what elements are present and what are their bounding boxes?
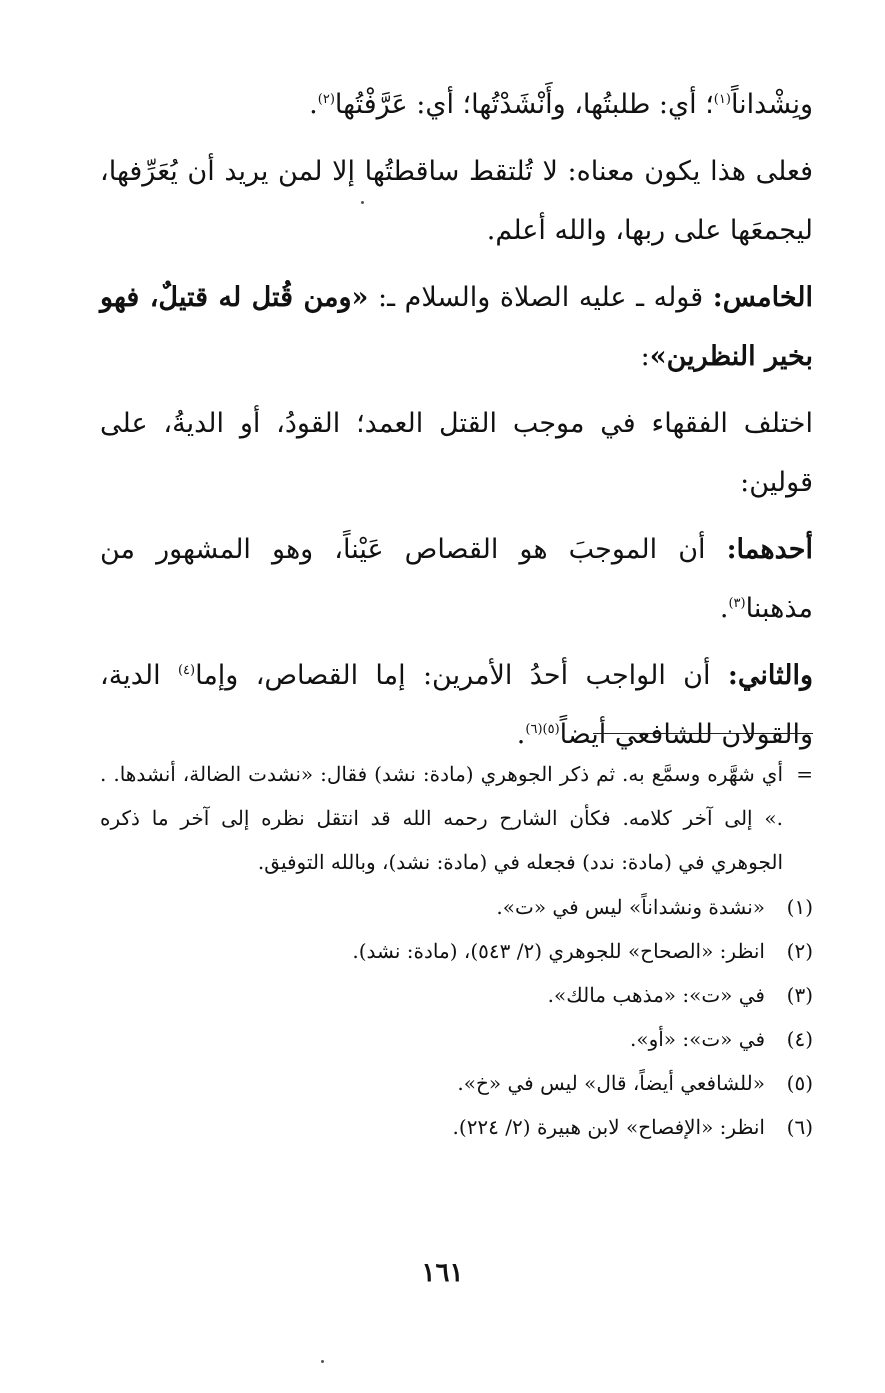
continuation-marker: =: [796, 762, 813, 786]
footnote-ref[interactable]: (٢): [317, 92, 335, 107]
footnote-number: (٤): [786, 1027, 813, 1051]
footnote-number: (١): [786, 895, 813, 919]
footnote-number: (٥): [786, 1071, 813, 1095]
text-run: :: [640, 341, 650, 372]
footnote-text: «للشافعي أيضاً، قال» ليس في «خ».: [457, 1071, 765, 1095]
footnote-text: في «ت»: «مذهب مالك».: [547, 983, 765, 1007]
footnote-number: (٣): [786, 983, 813, 1007]
footnote-item: [100, 1062, 813, 1104]
continuation-text: أي شهَّره وسمَّع به. ثم ذكر الجوهري (مادة: نشد) فقال: «نشدت الضالة، أنشدها. . .» إلى آخر كلامه. فكأن الشارح رحمه الله قد انتقل نظره إلى آخر ما ذكره الجوهري في (مادة: ندد) فجعله في (مادة: نشد)، وبالله التوفيق.: [100, 762, 783, 874]
text-run: ونِشْداناً: [730, 89, 813, 120]
section-lead: والثاني:: [727, 660, 814, 691]
footnote-ref[interactable]: (٣): [728, 596, 746, 611]
footnote-ref[interactable]: (٥)(٦): [525, 722, 560, 737]
paragraph: [100, 520, 813, 638]
text-run: أن الواجب أحدُ الأمرين: إما القصاص، وإما: [195, 660, 728, 691]
text-run: أن الموجبَ هو القصاص عَيْناً، وهو المشهور من مذهبنا: [100, 534, 813, 624]
footnote-continuation: [100, 752, 813, 884]
text-run: قوله ـ عليه الصلاة والسلام ـ:: [368, 282, 713, 313]
footnote-number: (٢): [786, 939, 813, 963]
footnote-item: [100, 886, 813, 928]
main-text: [100, 75, 813, 772]
footnote-item: [100, 974, 813, 1016]
footnote-ref[interactable]: (٤): [177, 663, 196, 678]
paragraph: [100, 75, 813, 134]
footnote-text: في «ت»: «أو».: [629, 1027, 765, 1051]
print-speck: [321, 1360, 324, 1363]
footnotes-section: [100, 752, 813, 1148]
paragraph: [100, 142, 813, 260]
paragraph: [100, 268, 813, 386]
footnote-item: [100, 930, 813, 972]
paragraph: [100, 646, 813, 764]
section-lead: الخامس:: [712, 282, 813, 313]
text-run: الدية، والقولان للشافعي أيضاً: [100, 660, 813, 750]
footnote-item: [100, 1018, 813, 1060]
text-run: ؛ أي: طلبتُها، وأَنْشَدْتُها؛ أي: عَرَّفْتُها: [334, 89, 714, 120]
footnote-text: «نشدة ونشداناً» ليس في «ت».: [496, 895, 765, 919]
paragraph: [100, 394, 813, 512]
footnote-text: انظر: «الإفصاح» لابن هبيرة (٢/ ٢٢٤).: [452, 1115, 765, 1139]
text-run: .: [719, 593, 729, 624]
footnote-number: (٦): [786, 1115, 813, 1139]
footnote-separator: [593, 733, 813, 734]
page-number: ١٦١: [421, 1258, 464, 1288]
footnote-item: [100, 1106, 813, 1148]
footnote-list: [100, 886, 813, 1148]
footnote-ref[interactable]: (١): [713, 92, 731, 107]
text-run: اختلف الفقهاء في موجب القتل العمد؛ القودُ، أو الديةُ، على قولين:: [100, 408, 813, 498]
text-run: .: [516, 719, 526, 750]
text-run: فعلى هذا يكون معناه: لا تُلتقط ساقطتُها إلا لمن يريد أن يُعَرِّفها، ليجمعَها على ربها، والله أعلم.: [100, 156, 813, 246]
footnote-text: انظر: «الصحاح» للجوهري (٢/ ٥٤٣)، (مادة: نشد).: [352, 939, 765, 963]
text-run: .: [309, 89, 318, 120]
text-run: «ومن قُتل له قتيلٌ، فهو بخير النظرين»: [100, 282, 813, 372]
section-lead: أحدهما:: [726, 534, 813, 565]
print-speck: [361, 201, 364, 204]
